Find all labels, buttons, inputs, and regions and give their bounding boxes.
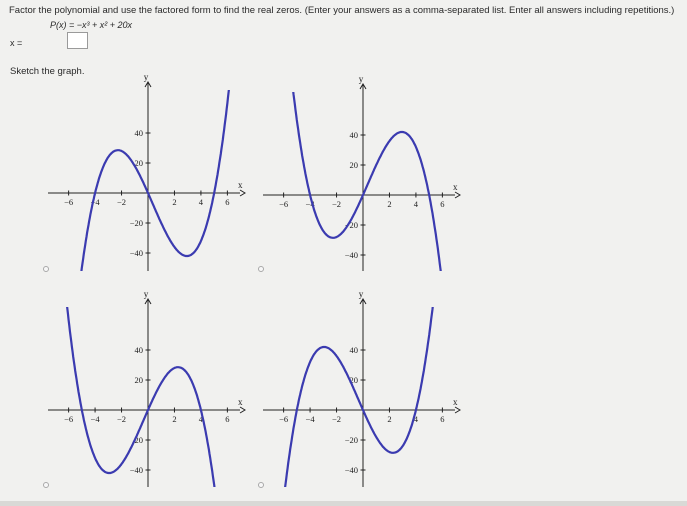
x-tick-label: 2 (172, 414, 177, 424)
question-prompt: Factor the polynomial and use the factored form to find the real zeros. (Enter your answers as a comma-separated list. Enter all answers including repetitions.) (9, 5, 675, 16)
x-axis-label: x (453, 182, 458, 192)
x-tick-label: −6 (279, 199, 289, 209)
x-tick-label: 6 (440, 199, 445, 209)
y-tick-label: 40 (349, 130, 358, 140)
y-tick-label: −40 (129, 248, 143, 258)
graph-d-radio[interactable] (258, 482, 264, 488)
y-axis-label: y (143, 289, 149, 299)
x-axis-arrow (240, 407, 245, 413)
y-tick-label: −40 (129, 465, 143, 475)
x-tick-label: 2 (387, 199, 392, 209)
x-tick-label: 2 (387, 414, 392, 424)
graph-option-a[interactable] (48, 72, 248, 271)
polynomial-formula: P(x) = −x³ + x² + 20x (50, 20, 133, 30)
graph-d-svg (263, 289, 463, 487)
x-tick-label: −4 (90, 414, 100, 424)
graph-c-radio[interactable] (43, 482, 49, 488)
x-axis-label: x (238, 180, 243, 190)
y-tick-label: 40 (134, 345, 143, 355)
y-tick-label: 40 (349, 345, 358, 355)
x-tick-label: 2 (172, 197, 177, 207)
graph-option-b[interactable] (263, 74, 463, 271)
graph-b-radio[interactable] (258, 266, 264, 272)
x-tick-label: 6 (440, 414, 445, 424)
x-tick-label: 6 (225, 414, 230, 424)
x-tick-label: 4 (413, 199, 419, 209)
zeros-answer-input[interactable] (67, 32, 88, 49)
x-tick-label: −2 (332, 199, 342, 209)
y-tick-label: −20 (344, 435, 358, 445)
x-tick-label: −4 (305, 199, 315, 209)
y-tick-label: 40 (134, 128, 143, 138)
graph-option-d[interactable] (263, 289, 463, 487)
x-axis-label: x (453, 397, 458, 407)
x-axis-arrow (455, 192, 460, 198)
x-tick-label: 4 (413, 414, 419, 424)
y-tick-label: −40 (344, 465, 358, 475)
x-tick-label: −4 (90, 197, 100, 207)
y-tick-label: −40 (344, 250, 358, 260)
y-axis-label: y (358, 74, 364, 84)
x-tick-label: −6 (64, 197, 74, 207)
y-tick-label: −20 (344, 220, 358, 230)
x-tick-label: 6 (225, 197, 230, 207)
x-tick-label: −2 (117, 197, 127, 207)
x-tick-label: 4 (198, 414, 204, 424)
x-axis-label: x (238, 397, 243, 407)
y-tick-label: 20 (134, 375, 143, 385)
graph-a-radio[interactable] (43, 266, 49, 272)
sketch-label: Sketch the graph. (10, 66, 85, 77)
graph-c-svg (48, 289, 248, 487)
answer-label: x = (10, 38, 23, 48)
y-tick-label: −20 (129, 218, 143, 228)
y-tick-label: 20 (349, 375, 358, 385)
y-tick-label: 20 (349, 160, 358, 170)
graph-option-c[interactable] (48, 289, 248, 487)
y-tick-label: 20 (134, 435, 143, 445)
y-axis-label: y (358, 289, 364, 299)
y-tick-label: 20 (134, 158, 143, 168)
x-axis-arrow (240, 190, 245, 196)
x-tick-label: −6 (64, 414, 74, 424)
x-tick-label: 4 (198, 197, 204, 207)
x-tick-label: −4 (305, 414, 315, 424)
x-axis-arrow (455, 407, 460, 413)
x-tick-label: −2 (117, 414, 127, 424)
y-axis-label: y (143, 72, 149, 82)
graph-a-svg (48, 72, 248, 271)
x-tick-label: −2 (332, 414, 342, 424)
bottom-scroll-area (0, 501, 687, 506)
x-tick-label: −6 (279, 414, 289, 424)
graph-b-svg (263, 74, 463, 271)
